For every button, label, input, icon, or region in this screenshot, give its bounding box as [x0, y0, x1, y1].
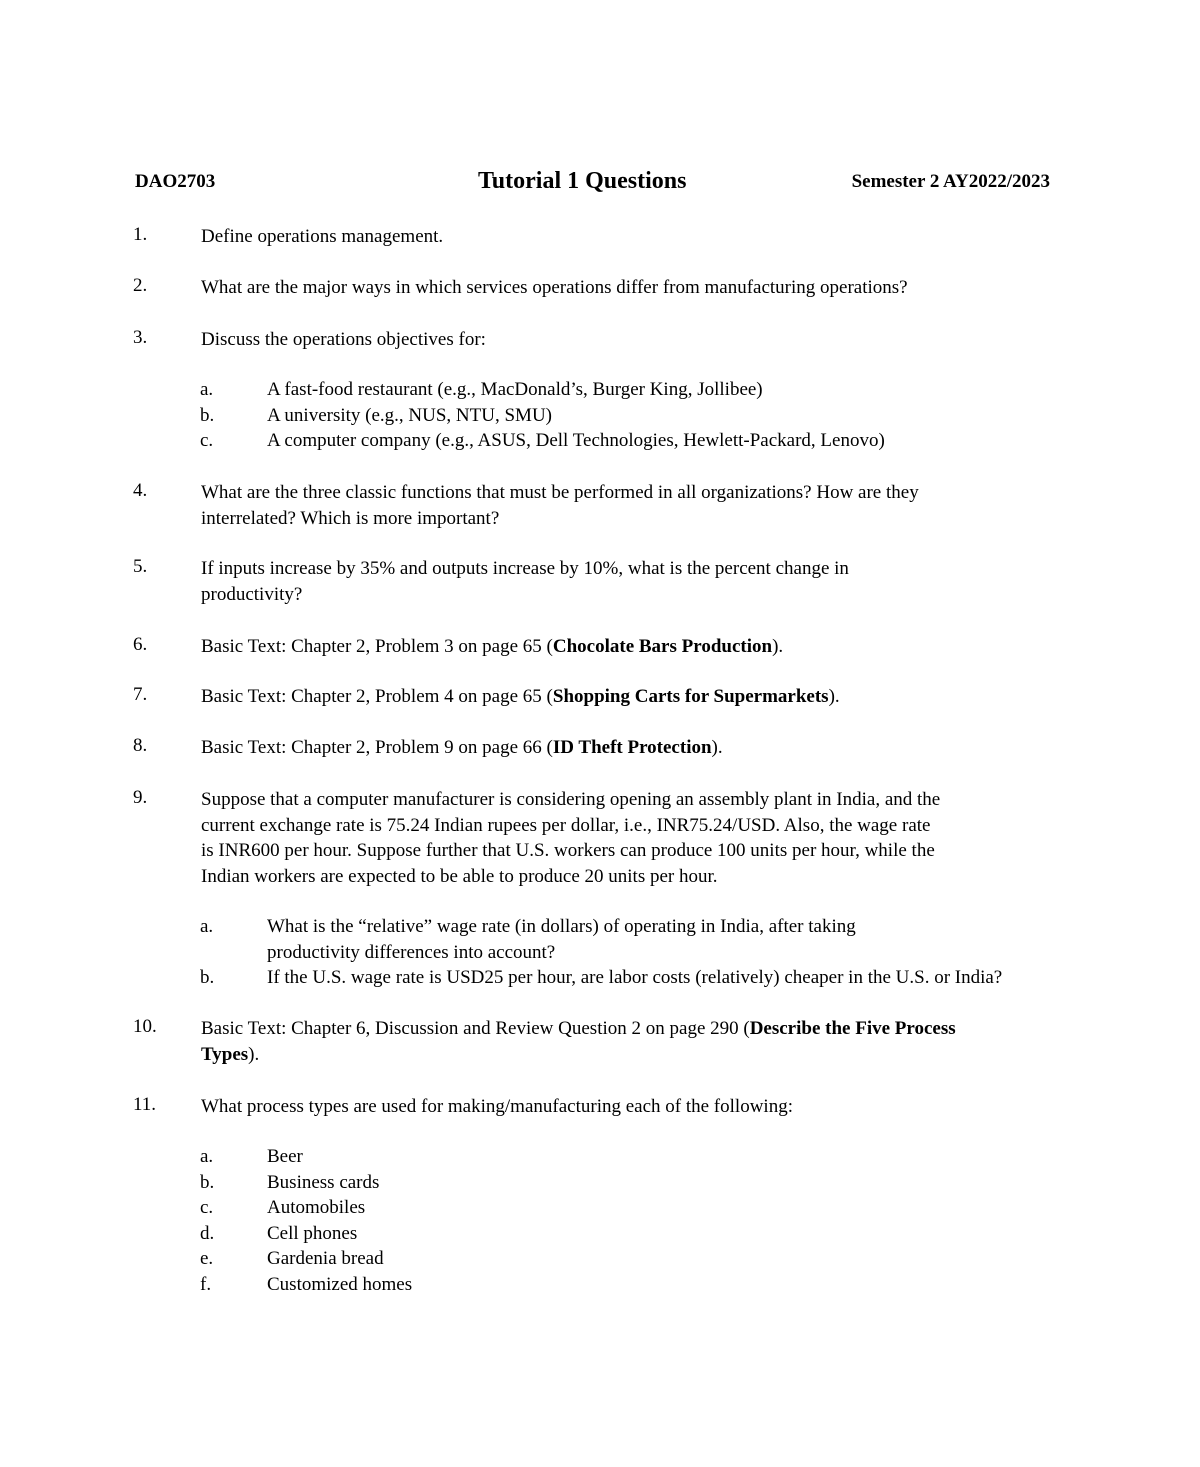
question-number: 4.	[133, 480, 148, 501]
sub-item-letter: c.	[200, 430, 214, 451]
problem-title: Shopping Carts for Supermarkets	[552, 686, 829, 707]
question-text-prefix: Basic Text: Chapter 2, Problem 4 on page 65 (	[201, 686, 553, 707]
sub-item-text: A university (e.g., NUS, NTU, SMU)	[267, 404, 552, 426]
sub-item-text-line: What is the “relative” wage rate (in dollars) of operating in India, after taking	[267, 916, 856, 937]
sub-item	[200, 1272, 1140, 1298]
sub-item-letter: d.	[200, 1222, 215, 1244]
problem-title: Describe the Five Process	[749, 1018, 956, 1039]
sub-item-text	[267, 914, 856, 965]
question-number: 11.	[133, 1094, 157, 1115]
document-header	[135, 168, 1055, 198]
sub-item-text: A fast-food restaurant (e.g., MacDonald’s, Burger King, Jollibee)	[267, 379, 763, 400]
sub-item	[200, 377, 1140, 403]
sub-item	[200, 428, 1140, 454]
question-text-prefix: Basic Text: Chapter 2, Problem 3 on page 65 (	[201, 636, 553, 657]
page-title: Tutorial 1 Questions	[478, 168, 687, 194]
sub-item-letter: b.	[200, 967, 215, 988]
sub-item-text: Beer	[267, 1146, 303, 1167]
sub-item-letter: e.	[200, 1248, 214, 1269]
sub-item-text: Cell phones	[267, 1222, 358, 1244]
question-text-line	[201, 1042, 1131, 1068]
sub-item	[200, 1170, 1140, 1196]
sub-item-letter: a.	[200, 379, 214, 400]
sub-item-letter: a.	[200, 916, 214, 937]
sub-item-letter: c.	[200, 1197, 214, 1218]
question-9-subitems	[200, 914, 1140, 991]
question-number: 5.	[133, 556, 148, 577]
question-text-line: current exchange rate is 75.24 Indian rupees per dollar, i.e., INR75.24/USD. Also, the wage rate	[201, 814, 931, 836]
sub-item-text: Customized homes	[267, 1273, 413, 1295]
sub-item	[200, 914, 1140, 965]
question-text	[201, 634, 1131, 660]
sub-item-text-line: productivity differences into account?	[267, 941, 556, 963]
question-text-prefix: Basic Text: Chapter 2, Problem 9 on page 66 (	[201, 737, 553, 758]
sub-item	[200, 1221, 1140, 1247]
question-text-line: Suppose that a computer manufacturer is considering opening an assembly plant in India, and the	[201, 789, 941, 810]
question-text-line: If inputs increase by 35% and outputs increase by 10%, what is the percent change in	[201, 558, 849, 579]
question-text: Discuss the operations objectives for:	[201, 329, 486, 350]
question-3-subitems	[200, 377, 1140, 454]
question-text	[201, 684, 1131, 710]
question-text: What are the major ways in which services operations differ from manufacturing operations?	[201, 277, 908, 298]
question-number: 8.	[133, 735, 148, 756]
question-text: What process types are used for making/manufacturing each of the following:	[201, 1096, 793, 1117]
sub-item	[200, 1246, 1140, 1272]
problem-title-continued: Types	[201, 1043, 249, 1065]
sub-item-letter: b.	[200, 404, 215, 426]
question-text-line: interrelated? Which is more important?	[201, 507, 500, 529]
question-number: 7.	[133, 684, 148, 705]
semester-label: Semester 2 AY2022/2023	[851, 171, 1050, 192]
question-text-line: productivity?	[201, 583, 303, 605]
sub-item-letter: f.	[200, 1273, 212, 1295]
sub-item-text: A computer company (e.g., ASUS, Dell Technologies, Hewlett-Packard, Lenovo)	[267, 430, 885, 451]
question-text-suffix: ).	[828, 686, 840, 707]
question-text-prefix: Basic Text: Chapter 6, Discussion and Review Question 2 on page 290 (	[201, 1018, 750, 1039]
question-number: 9.	[133, 787, 148, 808]
question-number: 6.	[133, 634, 148, 655]
question-number: 3.	[133, 327, 148, 348]
question-text-suffix: ).	[711, 737, 723, 758]
question-number: 1.	[133, 224, 148, 245]
sub-item-letter: a.	[200, 1146, 214, 1167]
sub-item	[200, 965, 1140, 991]
question-11-subitems	[200, 1144, 1140, 1297]
sub-item-letter: b.	[200, 1171, 215, 1193]
question-text-line: What are the three classic functions that must be performed in all organizations? How are they	[201, 482, 919, 503]
question-text-line: is INR600 per hour. Suppose further that U.S. workers can produce 100 units per hour, while the	[201, 840, 935, 861]
question-number: 2.	[133, 275, 148, 296]
question-text-suffix: ).	[248, 1043, 260, 1065]
sub-item-text: Business cards	[267, 1171, 380, 1193]
question-text-line: Indian workers are expected to be able to produce 20 units per hour.	[201, 865, 718, 887]
question-number: 10.	[133, 1016, 157, 1037]
sub-item-text: If the U.S. wage rate is USD25 per hour, are labor costs (relatively) cheaper in the U.S. or India?	[267, 967, 1003, 988]
sub-item-text: Gardenia bread	[267, 1248, 384, 1269]
question-text: Define operations management.	[201, 226, 444, 247]
course-code: DAO2703	[135, 171, 216, 192]
sub-item	[200, 1144, 1140, 1170]
problem-title: ID Theft Protection	[552, 737, 712, 758]
question-text	[201, 735, 1131, 761]
sub-item-text: Automobiles	[267, 1197, 366, 1218]
sub-item	[200, 1195, 1140, 1221]
question-text-line	[201, 1016, 1131, 1042]
question-text-suffix: ).	[772, 636, 784, 657]
sub-item	[200, 403, 1140, 429]
problem-title: Chocolate Bars Production	[552, 636, 773, 657]
